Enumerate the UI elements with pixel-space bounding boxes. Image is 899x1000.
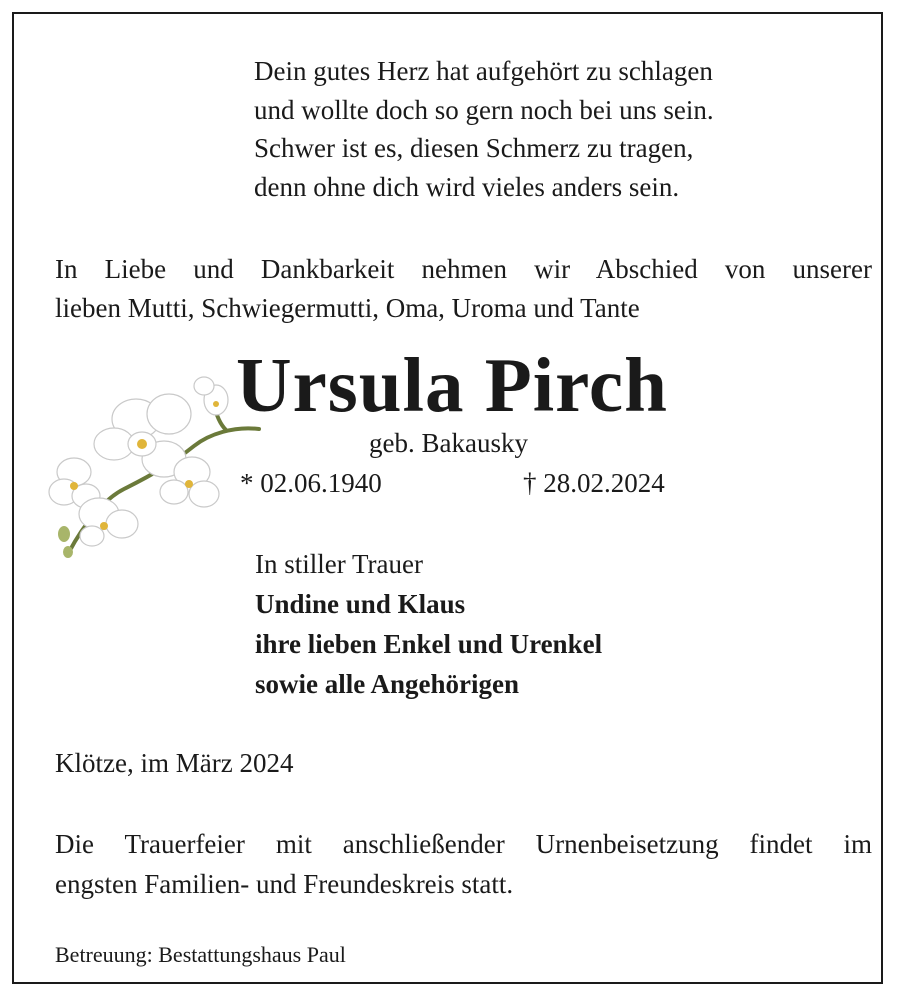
maiden-name: geb. Bakausky [369, 428, 528, 458]
place-date: Klötze, im März 2024 [55, 748, 294, 778]
intro-text [55, 250, 872, 327]
poem-line: denn ohne dich wird vieles anders sein. [254, 171, 680, 202]
birth-date: * 02.06.1940 [240, 468, 382, 498]
intro-line: lieben Mutti, Schwiegermutti, Oma, Uroma und Tante [55, 292, 640, 323]
poem-line: Schwer ist es, diesen Schmerz zu tragen, [254, 133, 694, 163]
service-line: engsten Familien- und Freundeskreis statt. [55, 869, 514, 899]
service-line: Die Trauerfeier mit anschließender Urnenbeisetzung findet im [55, 829, 872, 859]
poem-line: und wollte doch so gern noch bei uns sein. [254, 94, 714, 125]
poem-line: Dein gutes Herz hat aufgehört zu schlagen [254, 56, 713, 86]
obituary-notice [12, 12, 883, 984]
funeral-home: Betreuung: Bestattungshaus Paul [55, 942, 346, 967]
mourners-heading: In stiller Trauer [255, 549, 423, 579]
mourner-name: sowie alle Angehörigen [255, 669, 519, 699]
death-date: † 28.02.2024 [523, 468, 665, 498]
service-note [55, 824, 872, 904]
deceased-name: Ursula Pirch [236, 342, 668, 428]
intro-line: In Liebe und Dankbarkeit nehmen wir Abschied von unserer [55, 254, 872, 284]
mourner-name: ihre lieben Enkel und Urenkel [255, 629, 603, 659]
mourner-name: Undine und Klaus [255, 589, 466, 619]
mourners [255, 544, 602, 704]
poem [254, 52, 714, 206]
